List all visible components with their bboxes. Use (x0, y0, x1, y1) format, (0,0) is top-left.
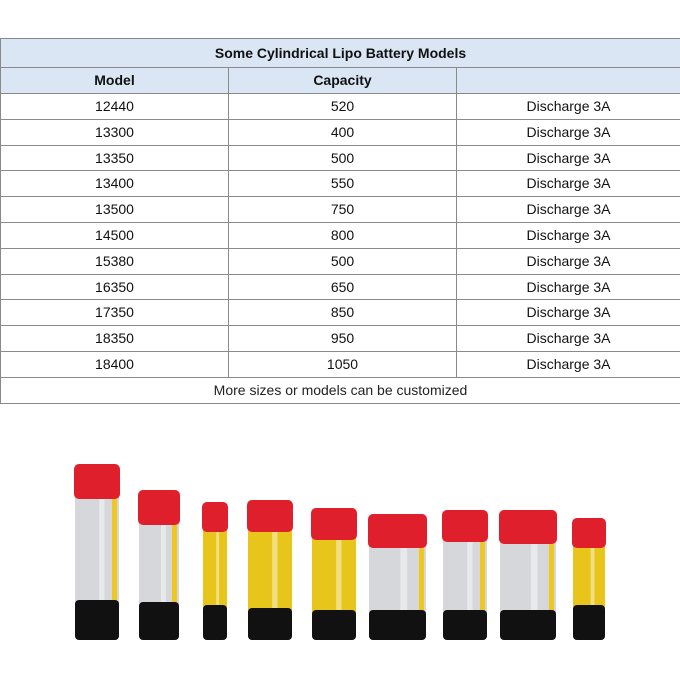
model-cell: 18350 (1, 326, 229, 352)
capacity-cell: 800 (229, 222, 457, 248)
capacity-cell: 520 (229, 94, 457, 120)
discharge-cell: Discharge 3A (457, 326, 680, 352)
table-title: Some Cylindrical Lipo Battery Models (1, 39, 680, 68)
battery (572, 518, 606, 640)
battery (74, 464, 120, 640)
table-body (1, 94, 680, 378)
table-row (1, 274, 680, 300)
battery (499, 510, 557, 640)
battery (138, 490, 180, 640)
header-discharge (457, 68, 680, 94)
discharge-cell: Discharge 3A (457, 274, 680, 300)
model-cell: 13500 (1, 197, 229, 223)
battery-highlight (216, 532, 219, 605)
battery-highlight (591, 548, 595, 605)
table-row (1, 300, 680, 326)
model-cell: 17350 (1, 300, 229, 326)
battery-cap (572, 518, 606, 548)
model-cell: 16350 (1, 274, 229, 300)
battery-cap (138, 490, 180, 525)
battery-highlight (400, 548, 407, 610)
model-cell: 12440 (1, 94, 229, 120)
battery (247, 500, 293, 640)
table-row (1, 248, 680, 274)
model-cell: 18400 (1, 351, 229, 377)
discharge-cell: Discharge 3A (457, 145, 680, 171)
capacity-cell: 500 (229, 248, 457, 274)
battery-base (369, 610, 426, 640)
battery-base (573, 605, 605, 640)
table-row (1, 197, 680, 223)
battery-base (500, 610, 556, 640)
table-row (1, 326, 680, 352)
battery-base (443, 610, 487, 640)
discharge-cell: Discharge 3A (457, 119, 680, 145)
battery-tape (112, 499, 117, 600)
battery (202, 502, 228, 640)
table-row (1, 119, 680, 145)
model-cell: 15380 (1, 248, 229, 274)
battery-tape (480, 542, 485, 610)
model-cell: 13350 (1, 145, 229, 171)
customize-note: More sizes or models can be customized (1, 377, 680, 403)
capacity-cell: 500 (229, 145, 457, 171)
battery (311, 508, 357, 640)
battery (368, 514, 427, 640)
model-cell: 13400 (1, 171, 229, 197)
discharge-cell: Discharge 3A (457, 222, 680, 248)
battery-base (248, 608, 292, 640)
header-capacity: Capacity (229, 68, 457, 94)
capacity-cell: 650 (229, 274, 457, 300)
discharge-cell: Discharge 3A (457, 300, 680, 326)
battery-base (139, 602, 179, 640)
capacity-cell: 750 (229, 197, 457, 223)
table-footer-row (1, 377, 680, 403)
battery-highlight (272, 532, 277, 608)
battery-cap (368, 514, 427, 548)
discharge-cell: Discharge 3A (457, 197, 680, 223)
battery-base (203, 605, 227, 640)
capacity-cell: 950 (229, 326, 457, 352)
table-row (1, 351, 680, 377)
table-row (1, 171, 680, 197)
battery-photo (0, 440, 680, 670)
table-row (1, 145, 680, 171)
discharge-cell: Discharge 3A (457, 94, 680, 120)
battery-tape (172, 525, 177, 602)
battery-highlight (336, 540, 341, 610)
battery-highlight (467, 542, 472, 610)
battery (442, 510, 488, 640)
table-row (1, 222, 680, 248)
discharge-cell: Discharge 3A (457, 248, 680, 274)
table-title-row (1, 39, 680, 68)
model-cell: 13300 (1, 119, 229, 145)
capacity-cell: 400 (229, 119, 457, 145)
battery-cap (202, 502, 228, 532)
table-row (1, 94, 680, 120)
battery-tape (419, 548, 424, 610)
battery-highlight (161, 525, 166, 602)
battery-highlight (531, 544, 538, 610)
battery-cap (442, 510, 488, 542)
battery-cap (311, 508, 357, 540)
battery-base (312, 610, 356, 640)
capacity-cell: 1050 (229, 351, 457, 377)
battery-highlight (99, 499, 104, 600)
discharge-cell: Discharge 3A (457, 171, 680, 197)
battery-cap (74, 464, 120, 499)
header-model: Model (1, 68, 229, 94)
table-header-row (1, 68, 680, 94)
battery-base (75, 600, 119, 640)
capacity-cell: 850 (229, 300, 457, 326)
battery-cap (247, 500, 293, 532)
battery-models-table (0, 38, 680, 404)
model-cell: 14500 (1, 222, 229, 248)
discharge-cell: Discharge 3A (457, 351, 680, 377)
battery-cap (499, 510, 557, 544)
capacity-cell: 550 (229, 171, 457, 197)
battery-tape (549, 544, 554, 610)
